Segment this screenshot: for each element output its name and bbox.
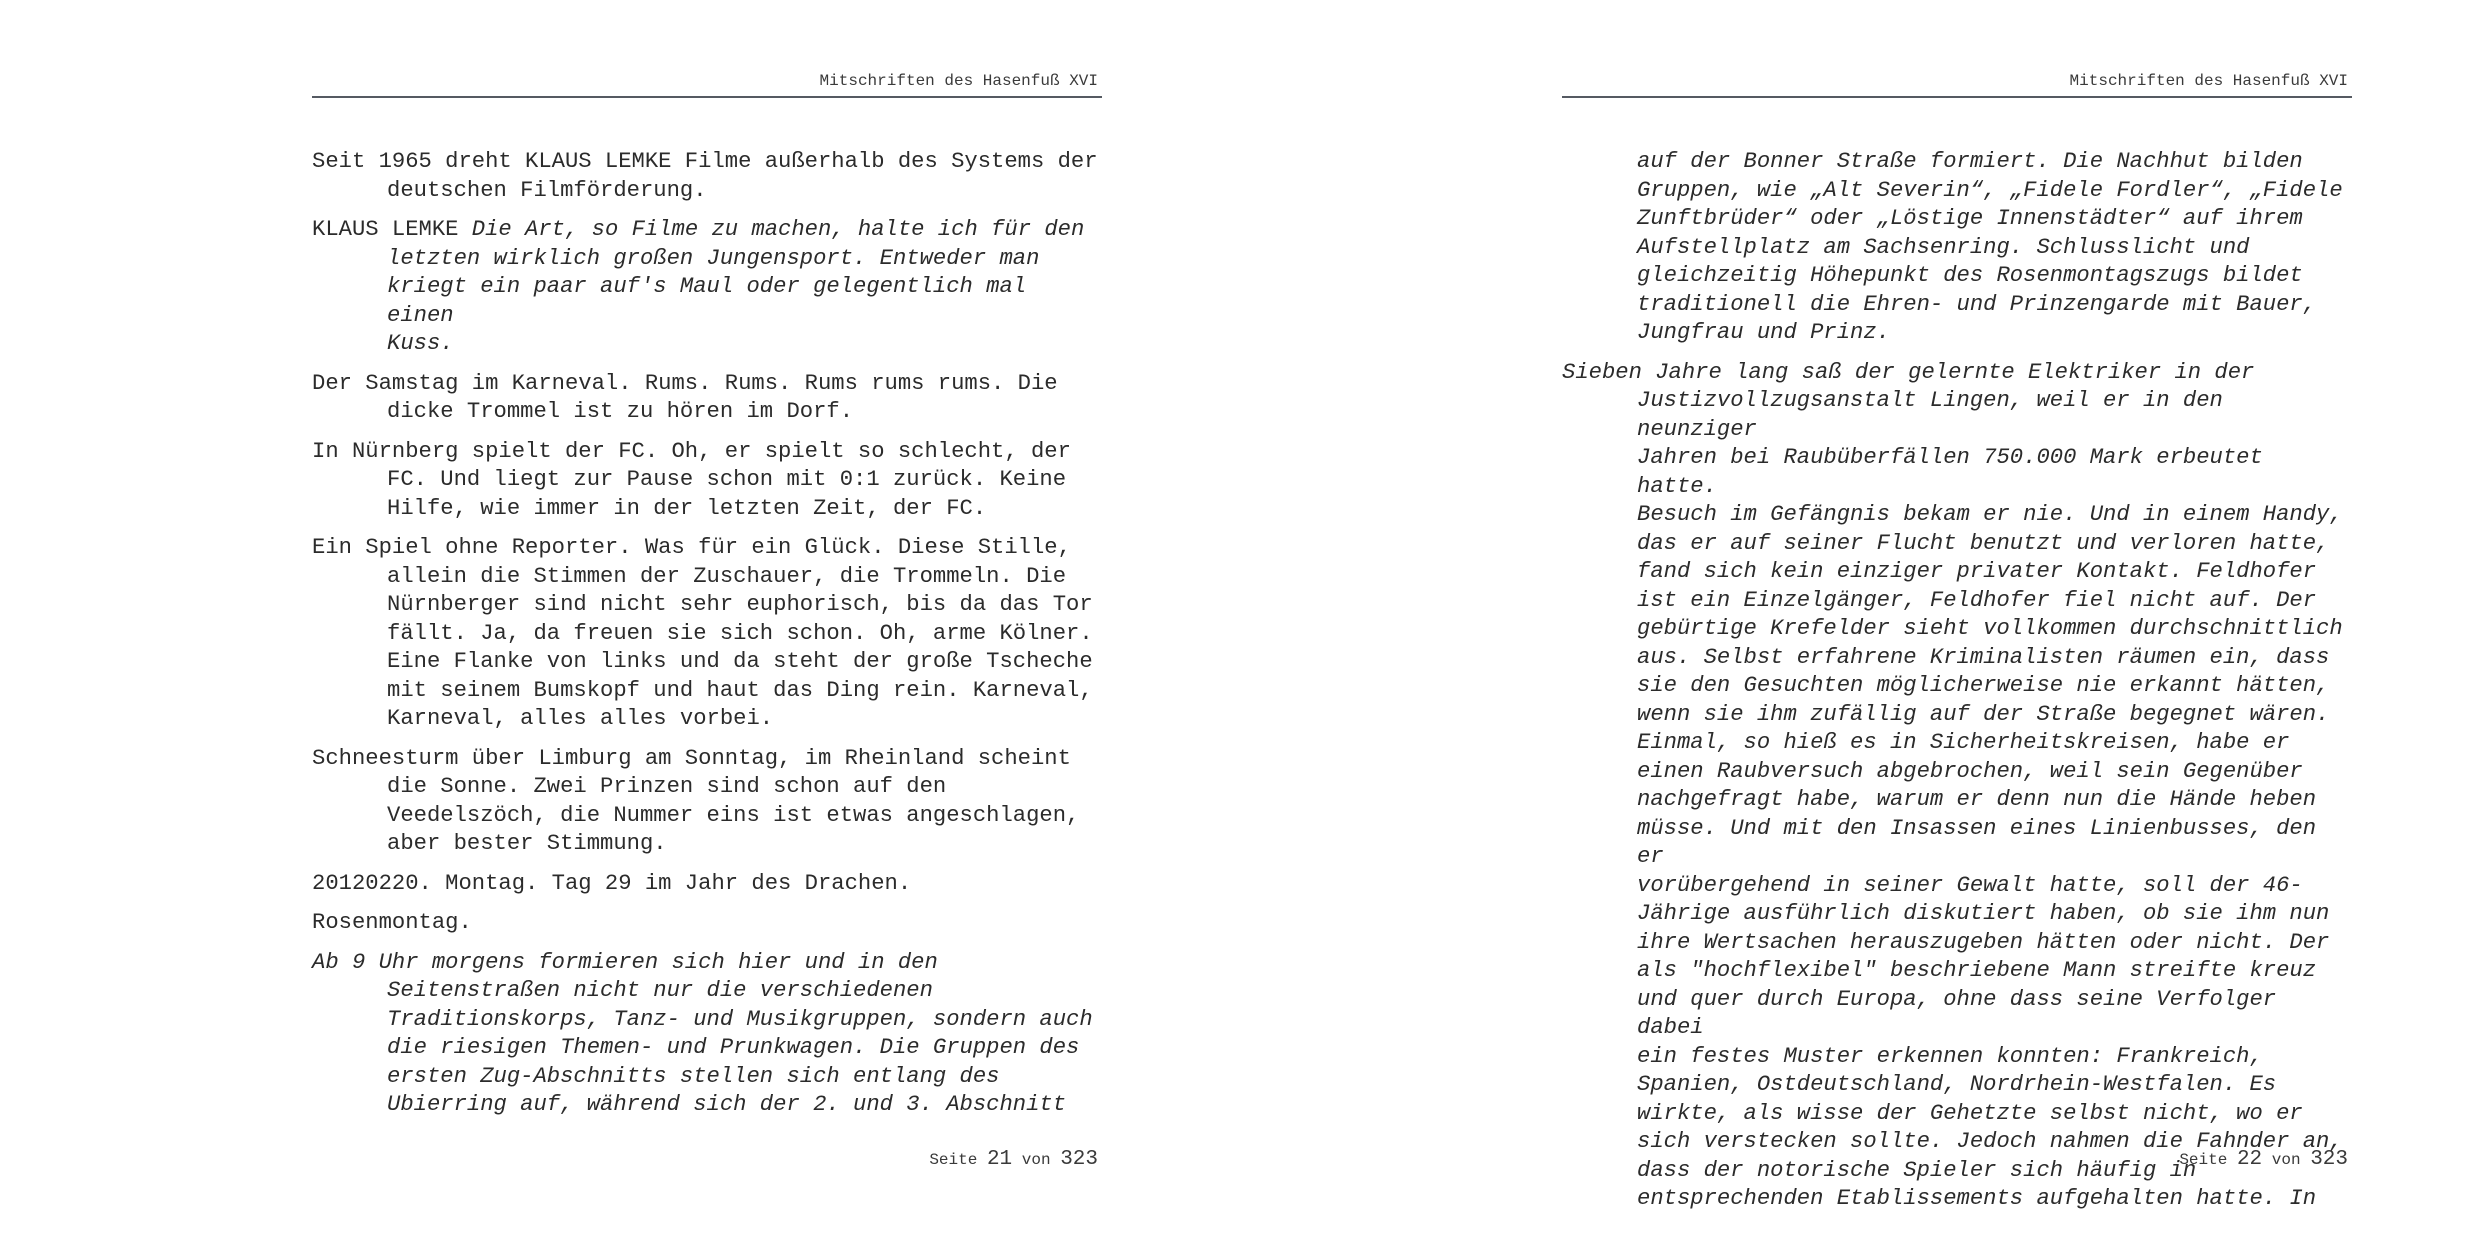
paragraph (1562, 359, 2352, 1214)
page-total: 323 (2310, 1148, 2348, 1171)
text-line: Einmal, so hieß es in Sicherheitskreisen, habe er (1637, 730, 2290, 755)
text-line: sie den Gesuchten möglicherweise nie erkannt hätten, (1637, 673, 2330, 698)
text-line: Veedelszöch, die Nummer eins ist etwas angeschlagen, (387, 802, 1080, 828)
text-line: wenn sie ihm zufällig auf der Straße begegnet wären. (1637, 701, 2330, 727)
text-line: Ein Spiel ohne Reporter. Was für ein Glück. Diese Stille, (312, 535, 1071, 560)
text-line: aus. Selbst erfahrene Kriminalisten räumen ein, dass (1637, 644, 2330, 670)
text-line: einen Raubversuch abgebrochen, weil sein Gegenüber (1637, 758, 2303, 784)
running-head: Mitschriften des Hasenfuß XVI (2069, 72, 2348, 90)
text-line: Seitenstraßen nicht nur die verschiedenen (387, 978, 933, 1003)
footer-of-label: von (1021, 1151, 1051, 1169)
running-head: Mitschriften des Hasenfuß XVI (819, 72, 1098, 90)
page-footer (2179, 1148, 2348, 1171)
text-line: nachgefragt habe, warum er denn nun die Hände heben (1637, 787, 2317, 812)
page-number: 21 (986, 1148, 1013, 1171)
text-line: 20120220. Montag. Tag 29 im Jahr des Drachen. (312, 870, 912, 896)
paragraph (312, 370, 1102, 427)
text-line: müsse. Und mit den Insassen eines Linienbusses, den er (1637, 815, 2317, 869)
page-footer (929, 1148, 1098, 1171)
text-line: die riesigen Themen- und Prunkwagen. Die Gruppen des (387, 1035, 1080, 1060)
text-line: Besuch im Gefängnis bekam er nie. Und in einem Handy, (1637, 502, 2343, 527)
text-line: vorübergehend in seiner Gewalt hatte, soll der 46- (1637, 872, 2303, 898)
speaker-name: KLAUS LEMKE (312, 217, 459, 242)
left-page (312, 0, 1102, 1240)
text-line: Jährige ausführlich diskutiert haben, ob sie ihm nun (1637, 901, 2330, 926)
text-line: fand sich kein einziger privater Kontakt. Feldhofer (1637, 559, 2317, 584)
text-line: Ubierring auf, während sich der 2. und 3. Abschnitt (387, 1092, 1067, 1117)
paragraph (312, 909, 1102, 938)
page-number: 22 (2236, 1148, 2263, 1171)
text-line: In Nürnberg spielt der FC. Oh, er spielt so schlecht, der (312, 438, 1071, 464)
text-line: sich verstecken sollte. Jedoch nahmen die Fahnder an, (1637, 1129, 2343, 1154)
text-line: Schneesturm über Limburg am Sonntag, im Rheinland scheint (312, 745, 1071, 771)
text-line: gleichzeitig Höhepunkt des Rosenmontagszugs bildet (1637, 263, 2303, 288)
quote-line: Die Art, so Filme zu machen, halte ich für den (471, 217, 1085, 242)
text-line: dicke Trommel ist zu hören im Dorf. (387, 399, 854, 424)
paragraph (312, 870, 1102, 899)
text-line: wirkte, als wisse der Gehetzte selbst nicht, wo er (1637, 1100, 2303, 1126)
text-line: Eine Flanke von links und da steht der große Tscheche (387, 649, 1093, 674)
text-line: Aufstellplatz am Sachsenring. Schlusslicht und (1637, 234, 2250, 260)
text-line: ist ein Einzelgänger, Feldhofer fiel nicht auf. Der (1637, 587, 2317, 613)
footer-label: Seite (929, 1151, 978, 1169)
header-rule (312, 96, 1102, 98)
text-line: ein festes Muster erkennen konnten: Frankreich, (1637, 1043, 2263, 1069)
text-line: Zunftbrüder“ oder „Löstige Innenstädter“ auf ihrem (1637, 206, 2303, 231)
footer-label: Seite (2179, 1151, 2228, 1169)
text-line: Seit 1965 dreht KLAUS LEMKE Filme außerhalb des Systems der (312, 149, 1098, 174)
text-line: FC. Und liegt zur Pause schon mit 0:1 zurück. Keine (387, 467, 1067, 492)
footer-of-label: von (2271, 1151, 2301, 1169)
text-line: Gruppen, wie „Alt Severin“, „Fidele Fordler“, „Fidele (1637, 177, 2343, 203)
paragraph (312, 534, 1102, 734)
paragraph (312, 216, 1102, 359)
text-line: Ab 9 Uhr morgens formieren sich hier und in den (312, 949, 938, 975)
text-line: kriegt ein paar auf's Maul oder gelegentlich mal einen (387, 274, 1027, 328)
text-line: allein die Stimmen der Zuschauer, die Trommeln. Die (387, 563, 1067, 589)
text-line: traditionell die Ehren- und Prinzengarde mit Bauer, (1637, 291, 2317, 317)
text-line: Hilfe, wie immer in der letzten Zeit, der FC. (387, 495, 987, 521)
paragraph (312, 745, 1102, 859)
text-line: Nürnberger sind nicht sehr euphorisch, bis da das Tor (387, 592, 1093, 617)
page-body (312, 148, 1102, 1131)
text-line: Justizvollzugsanstalt Lingen, weil er in den neunziger (1637, 388, 2223, 442)
text-line: ihre Wertsachen herauszugeben hätten oder nicht. Der (1637, 929, 2330, 955)
text-line: dass der notorische Spieler sich häufig in (1637, 1157, 2197, 1183)
text-line: Kuss. (387, 331, 454, 356)
text-line: gebürtige Krefelder sieht vollkommen durchschnittlich (1637, 616, 2343, 641)
text-line: und quer durch Europa, ohne dass seine Verfolger dabei (1637, 986, 2277, 1040)
text-line: Karneval, alles alles vorbei. (387, 706, 774, 731)
text-line: Sieben Jahre lang saß der gelernte Elektriker in der (1562, 359, 2255, 385)
text-line: mit seinem Bumskopf und haut das Ding rein. Karneval, (387, 677, 1093, 703)
right-page (1562, 0, 2352, 1240)
text-line: auf der Bonner Straße formiert. Die Nachhut bilden (1637, 149, 2303, 174)
text-line: letzten wirklich großen Jungensport. Entweder man (387, 245, 1040, 271)
text-line: aber bester Stimmung. (387, 831, 667, 856)
text-line: Spanien, Ostdeutschland, Nordrhein-Westfalen. Es (1637, 1072, 2277, 1097)
text-line: als "hochflexibel" beschriebene Mann streifte kreuz (1637, 958, 2317, 983)
text-line: Der Samstag im Karneval. Rums. Rums. Rums rums rums. Die (312, 370, 1058, 396)
paragraph (1562, 148, 2352, 348)
text-line: die Sonne. Zwei Prinzen sind schon auf den (387, 774, 947, 799)
text-line: Jungfrau und Prinz. (1637, 320, 1890, 345)
page-body (1562, 148, 2352, 1225)
text-line: entsprechenden Etablissements aufgehalten hatte. In (1637, 1186, 2317, 1211)
page-total: 323 (1060, 1148, 1098, 1171)
text-line: deutschen Filmförderung. (387, 177, 707, 203)
header-rule (1562, 96, 2352, 98)
text-line: ersten Zug-Abschnitts stellen sich entlang des (387, 1063, 1000, 1089)
text-line: das er auf seiner Flucht benutzt und verloren hatte, (1637, 530, 2330, 556)
paragraph (312, 949, 1102, 1120)
text-line: Traditionskorps, Tanz- und Musikgruppen, sondern auch (387, 1006, 1093, 1032)
paragraph (312, 438, 1102, 524)
text-line: Jahren bei Raubüberfällen 750.000 Mark erbeutet hatte. (1637, 445, 2263, 499)
paragraph (312, 148, 1102, 205)
text-line: Rosenmontag. (312, 910, 472, 935)
text-line: fällt. Ja, da freuen sie sich schon. Oh, arme Kölner. (387, 620, 1093, 646)
